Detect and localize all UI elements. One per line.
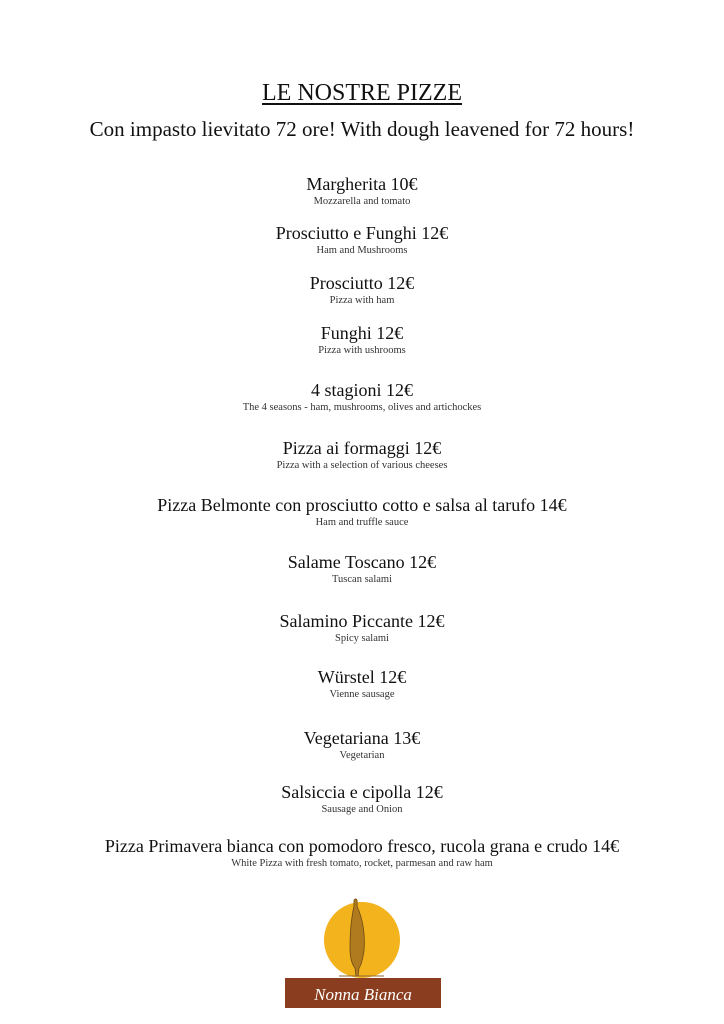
menu-item-description: Pizza with a selection of various cheeses: [276, 460, 448, 471]
menu-item: [0, 728, 724, 762]
menu-item: [0, 552, 724, 586]
menu-item-name: Margherita 10€: [306, 174, 418, 194]
menu-item: [0, 438, 724, 472]
menu-item-name: Prosciutto e Funghi 12€: [275, 223, 449, 243]
menu-item: [0, 223, 724, 257]
menu-item-description: Pizza with ham: [329, 295, 395, 306]
logo-text: Nonna Bianca: [314, 985, 412, 1004]
menu-item: [0, 380, 724, 414]
nonna-bianca-logo: [284, 896, 442, 1010]
menu-item-name: Pizza Belmonte con prosciutto cotto e salsa al tarufo 14€: [157, 495, 567, 515]
menu-item-description: Spicy salami: [335, 633, 389, 644]
menu-item: [0, 667, 724, 701]
menu-item-description: Sausage and Onion: [321, 804, 403, 815]
menu-item-name: Salame Toscano 12€: [287, 552, 437, 572]
page-subtitle: Con impasto lievitato 72 ore! With dough leavened for 72 hours!: [89, 117, 635, 141]
menu-item-description: Mozzarella and tomato: [313, 196, 411, 207]
menu-item-name: Pizza Primavera bianca con pomodoro fresco, rucola grana e crudo 14€: [104, 836, 620, 856]
menu-item-description: Ham and Mushrooms: [316, 245, 408, 256]
menu-item-description: Ham and truffle sauce: [315, 517, 409, 528]
menu-item-description: White Pizza with fresh tomato, rocket, parmesan and raw ham: [231, 858, 493, 869]
menu-item-description: Pizza with ushrooms: [318, 345, 406, 356]
menu-item: [0, 495, 724, 529]
menu-item-name: Vegetariana 13€: [303, 728, 421, 748]
menu-item-name: 4 stagioni 12€: [311, 380, 413, 400]
menu-item: [0, 323, 724, 357]
menu-item-name: Salsiccia e cipolla 12€: [281, 782, 443, 802]
menu-item: [0, 174, 724, 208]
menu-item-description: Vegetarian: [339, 750, 385, 761]
menu-item: [0, 273, 724, 307]
menu-item-name: Pizza ai formaggi 12€: [282, 438, 442, 458]
menu-item-description: Vienne sausage: [329, 689, 395, 700]
menu-item: [0, 611, 724, 645]
menu-item-name: Würstel 12€: [317, 667, 407, 687]
menu-item-name: Salamino Piccante 12€: [279, 611, 445, 631]
menu-item-name: Prosciutto 12€: [309, 273, 415, 293]
menu-item-description: The 4 seasons - ham, mushrooms, olives and artichockes: [242, 402, 482, 413]
menu-item: [0, 782, 724, 816]
menu-item: [0, 836, 724, 870]
menu-item-description: Tuscan salami: [332, 574, 392, 585]
menu-item-name: Funghi 12€: [320, 323, 404, 343]
page-title: LE NOSTRE PIZZE: [262, 80, 462, 106]
